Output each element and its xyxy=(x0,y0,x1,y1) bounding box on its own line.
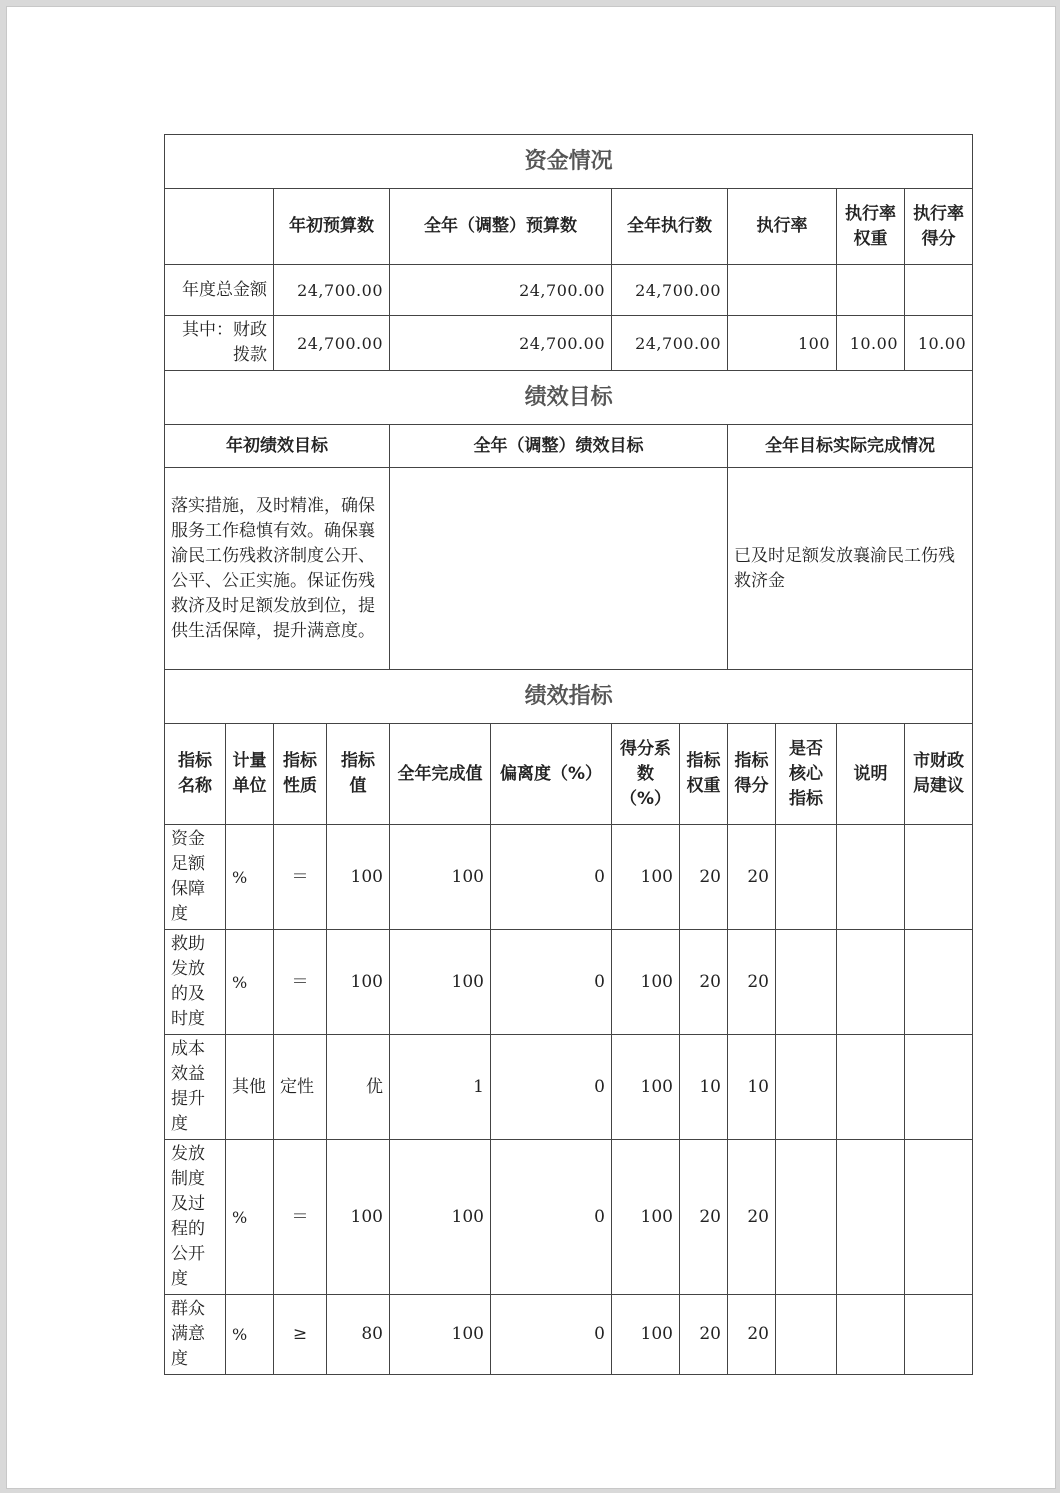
ind-actual: 100 xyxy=(390,930,491,1035)
funds-row-rate xyxy=(728,265,837,316)
ind-actual: 1 xyxy=(390,1035,491,1140)
ind-note xyxy=(837,825,905,930)
ind-advice xyxy=(905,930,973,1035)
funds-row-weight xyxy=(837,265,905,316)
funds-row-score xyxy=(905,265,973,316)
indicators-section-title: 绩效指标 xyxy=(165,670,973,724)
ind-core xyxy=(776,825,837,930)
ind-coef: 100 xyxy=(612,1035,680,1140)
ind-score: 10 xyxy=(728,1035,776,1140)
ind-value: 优 xyxy=(327,1035,390,1140)
funds-row-initial: 24,700.00 xyxy=(274,265,390,316)
funds-section-title: 资金情况 xyxy=(165,135,973,189)
ind-value: 100 xyxy=(327,1140,390,1295)
funds-row xyxy=(165,316,973,371)
ind-unit: % xyxy=(226,1295,274,1375)
ind-value: 100 xyxy=(327,825,390,930)
ind-name: 发放制度及过程的公开度 xyxy=(165,1140,226,1295)
initial-goal-text: 落实措施，及时精准，确保服务工作稳慎有效。确保襄渝民工伤残救济制度公开、公平、公正实施。保证伤残救济及时足额发放到位，提供生活保障，提升满意度。 xyxy=(165,468,390,670)
ind-name: 资金足额保障度 xyxy=(165,825,226,930)
ind-deviation: 0 xyxy=(491,1295,612,1375)
goals-header-initial: 年初绩效目标 xyxy=(165,425,390,468)
ind-coef: 100 xyxy=(612,930,680,1035)
funds-row-label: 其中：财政拨款 xyxy=(165,316,274,371)
indicator-row xyxy=(165,1035,973,1140)
funds-header-score: 执行率得分 xyxy=(905,189,973,265)
ind-name: 群众满意度 xyxy=(165,1295,226,1375)
ind-header-nature: 指标性质 xyxy=(274,724,327,825)
funds-header-blank xyxy=(165,189,274,265)
ind-header-actual: 全年完成值 xyxy=(390,724,491,825)
funds-row-label: 年度总金额 xyxy=(165,265,274,316)
indicator-row xyxy=(165,1295,973,1375)
ind-header-weight: 指标权重 xyxy=(680,724,728,825)
funds-row-adjusted: 24,700.00 xyxy=(390,265,612,316)
funds-header-executed: 全年执行数 xyxy=(612,189,728,265)
document-page xyxy=(6,6,1056,1489)
ind-header-unit: 计量单位 xyxy=(226,724,274,825)
funds-row-executed: 24,700.00 xyxy=(612,265,728,316)
ind-name: 救助发放的及时度 xyxy=(165,930,226,1035)
ind-header-core: 是否核心指标 xyxy=(776,724,837,825)
ind-coef: 100 xyxy=(612,1140,680,1295)
ind-note xyxy=(837,930,905,1035)
ind-nature: ≥ xyxy=(274,1295,327,1375)
ind-header-value: 指标值 xyxy=(327,724,390,825)
ind-header-deviation: 偏离度（%） xyxy=(491,724,612,825)
ind-weight: 20 xyxy=(680,930,728,1035)
goals-header-actual: 全年目标实际完成情况 xyxy=(728,425,973,468)
ind-deviation: 0 xyxy=(491,930,612,1035)
indicator-row xyxy=(165,930,973,1035)
ind-nature: ＝ xyxy=(274,825,327,930)
ind-value: 100 xyxy=(327,930,390,1035)
ind-coef: 100 xyxy=(612,1295,680,1375)
funds-row-adjusted: 24,700.00 xyxy=(390,316,612,371)
funds-header-initial: 年初预算数 xyxy=(274,189,390,265)
ind-weight: 10 xyxy=(680,1035,728,1140)
adjusted-goal-text xyxy=(390,468,728,670)
funds-row-rate: 100 xyxy=(728,316,837,371)
ind-nature: ＝ xyxy=(274,930,327,1035)
ind-weight: 20 xyxy=(680,1140,728,1295)
ind-deviation: 0 xyxy=(491,825,612,930)
ind-note xyxy=(837,1035,905,1140)
ind-header-note: 说明 xyxy=(837,724,905,825)
funds-row-initial: 24,700.00 xyxy=(274,316,390,371)
ind-core xyxy=(776,1140,837,1295)
funds-header-rate: 执行率 xyxy=(728,189,837,265)
funds-header-adjusted: 全年（调整）预算数 xyxy=(390,189,612,265)
ind-header-name: 指标名称 xyxy=(165,724,226,825)
ind-actual: 100 xyxy=(390,1295,491,1375)
ind-coef: 100 xyxy=(612,825,680,930)
ind-unit: % xyxy=(226,825,274,930)
ind-advice xyxy=(905,1035,973,1140)
goals-section-title: 绩效目标 xyxy=(165,371,973,425)
ind-unit: % xyxy=(226,930,274,1035)
ind-value: 80 xyxy=(327,1295,390,1375)
ind-weight: 20 xyxy=(680,825,728,930)
ind-core xyxy=(776,1035,837,1140)
funds-row xyxy=(165,265,973,316)
ind-score: 20 xyxy=(728,1140,776,1295)
ind-advice xyxy=(905,1295,973,1375)
funds-row-weight: 10.00 xyxy=(837,316,905,371)
ind-nature: ＝ xyxy=(274,1140,327,1295)
ind-nature: 定性 xyxy=(274,1035,327,1140)
ind-core xyxy=(776,930,837,1035)
indicator-row xyxy=(165,825,973,930)
ind-header-coef: 得分系数（%） xyxy=(612,724,680,825)
funds-row-score: 10.00 xyxy=(905,316,973,371)
ind-header-advice: 市财政局建议 xyxy=(905,724,973,825)
ind-score: 20 xyxy=(728,825,776,930)
funds-row-executed: 24,700.00 xyxy=(612,316,728,371)
ind-deviation: 0 xyxy=(491,1035,612,1140)
performance-table xyxy=(164,134,973,1375)
ind-unit: 其他 xyxy=(226,1035,274,1140)
ind-score: 20 xyxy=(728,930,776,1035)
ind-core xyxy=(776,1295,837,1375)
ind-note xyxy=(837,1295,905,1375)
ind-unit: % xyxy=(226,1140,274,1295)
indicator-row xyxy=(165,1140,973,1295)
actual-result-text: 已及时足额发放襄渝民工伤残救济金 xyxy=(728,468,973,670)
ind-header-score: 指标得分 xyxy=(728,724,776,825)
funds-header-weight: 执行率权重 xyxy=(837,189,905,265)
ind-deviation: 0 xyxy=(491,1140,612,1295)
ind-weight: 20 xyxy=(680,1295,728,1375)
ind-note xyxy=(837,1140,905,1295)
ind-actual: 100 xyxy=(390,825,491,930)
goals-header-adjusted: 全年（调整）绩效目标 xyxy=(390,425,728,468)
ind-advice xyxy=(905,825,973,930)
ind-advice xyxy=(905,1140,973,1295)
ind-score: 20 xyxy=(728,1295,776,1375)
ind-actual: 100 xyxy=(390,1140,491,1295)
ind-name: 成本效益提升度 xyxy=(165,1035,226,1140)
